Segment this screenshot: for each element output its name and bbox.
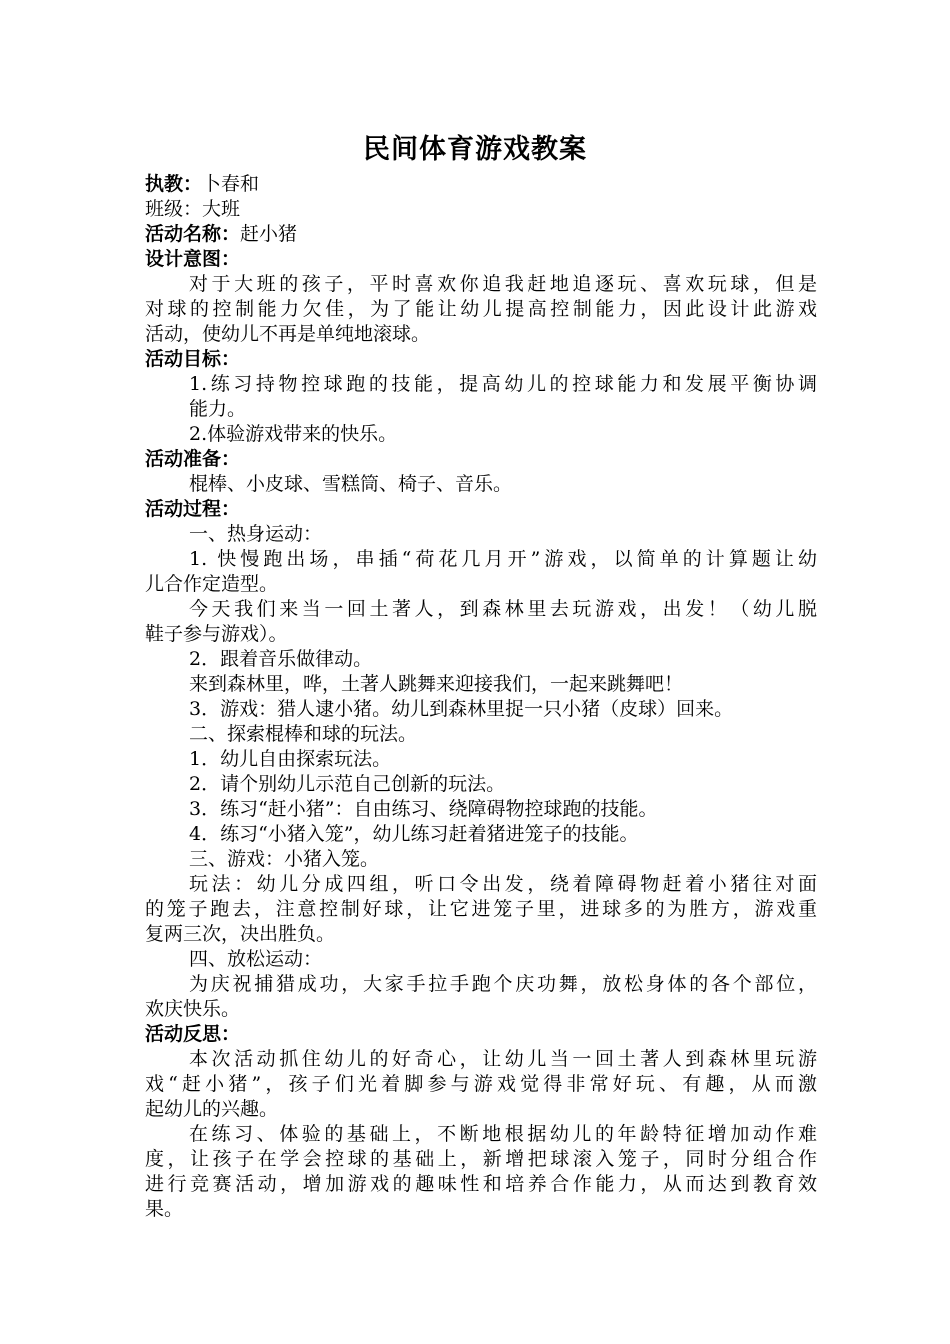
design-intent-heading: 设计意图： [145, 248, 241, 270]
process-line: 的笼子跑去，注意控制好球，让它进笼子里，进球多的为胜方，游戏重 [145, 898, 817, 920]
preparation-text: 棍棒、小皮球、雪糕筒、椅子、音乐。 [189, 473, 513, 495]
activity-name-row [145, 222, 817, 247]
document-title: 民间体育游戏教案 [363, 134, 587, 165]
process-line: 1. 快慢跑出场，串插“荷花几月开”游戏，以简单的计算题让幼 [189, 548, 817, 570]
design-intent-line: 对球的控制能力欠佳，为了能让幼儿提高控制能力，因此设计此游戏 [145, 298, 817, 320]
process-line: 儿合作定造型。 [145, 573, 279, 595]
process-line: 今天我们来当一回土著人，到森林里去玩游戏，出发！（幼儿脱 [189, 598, 817, 620]
process-line: 1．幼儿自由探索玩法。 [189, 748, 392, 770]
process-line: 鞋子参与游戏）。 [145, 623, 288, 645]
activity-name-value: 赶小猪 [240, 223, 298, 245]
process-line: 3．游戏：猎人逮小猪。幼儿到森林里捉一只小猪（皮球）回来。 [189, 698, 734, 720]
process-line: 为庆祝捕猎成功，大家手拉手跑个庆功舞，放松身体的各个部位， [189, 973, 817, 995]
process-line: 2．请个别幼儿示范自己创新的玩法。 [189, 773, 506, 795]
teacher-value: 卜春和 [202, 173, 260, 195]
document-body [145, 172, 817, 1222]
reflection-line: 度，让孩子在学会控球的基础上，新增把球滚入笼子，同时分组合作 [145, 1148, 817, 1170]
design-intent-line: 活动，使幼儿不再是单纯地滚球。 [145, 323, 431, 345]
class-row [145, 197, 817, 222]
class-label: 班级： [145, 198, 203, 220]
goal-item: 1.练习持物控球跑的技能，提高幼儿的控球能力和发展平衡协调 [189, 373, 817, 395]
process-line: 4．练习“小猪入笼”，幼儿练习赶着猪进笼子的技能。 [189, 823, 639, 845]
process-line: 四、放松运动： [189, 948, 323, 970]
reflection-heading: 活动反思： [145, 1023, 241, 1045]
activity-name-label: 活动名称： [145, 223, 241, 245]
reflection-line: 戏“赶小猪”，孩子们光着脚参与游戏觉得非常好玩、有趣，从而激 [145, 1073, 817, 1095]
process-line: 2．跟着音乐做律动。 [189, 648, 373, 670]
goal-item: 能力。 [189, 398, 247, 420]
teacher-label: 执教： [145, 173, 203, 195]
design-intent-line: 对于大班的孩子，平时喜欢你追我赶地追逐玩、喜欢玩球，但是 [189, 273, 817, 295]
goal-item: 2.体验游戏带来的快乐。 [189, 423, 398, 445]
process-line: 来到森林里，哗，土著人跳舞来迎接我们，一起来跳舞吧！ [189, 673, 684, 695]
reflection-line: 在练习、体验的基础上，不断地根据幼儿的年龄特征增加动作难 [189, 1123, 817, 1145]
goals-heading: 活动目标： [145, 348, 241, 370]
reflection-line: 果。 [145, 1198, 184, 1220]
process-line: 3．练习“赶小猪”：自由练习、绕障碍物控球跑的技能。 [189, 798, 658, 820]
preparation-heading: 活动准备： [145, 448, 241, 470]
process-line: 欢庆快乐。 [145, 998, 241, 1020]
process-line: 一、热身运动： [189, 523, 323, 545]
process-line: 复两三次，决出胜负。 [145, 923, 336, 945]
teacher-row [145, 172, 817, 197]
class-value: 大班 [202, 198, 241, 220]
reflection-line: 本次活动抓住幼儿的好奇心，让幼儿当一回土著人到森林里玩游 [189, 1048, 817, 1070]
reflection-line: 起幼儿的兴趣。 [145, 1098, 279, 1120]
process-line: 二、探索棍棒和球的玩法。 [189, 723, 418, 745]
process-line: 三、游戏：小猪入笼。 [189, 848, 380, 870]
process-line: 玩法：幼儿分成四组，听口令出发，绕着障碍物赶着小猪往对面 [189, 873, 817, 895]
process-heading: 活动过程： [145, 498, 241, 520]
reflection-line: 进行竞赛活动，增加游戏的趣味性和培养合作能力，从而达到教育效 [145, 1173, 817, 1195]
